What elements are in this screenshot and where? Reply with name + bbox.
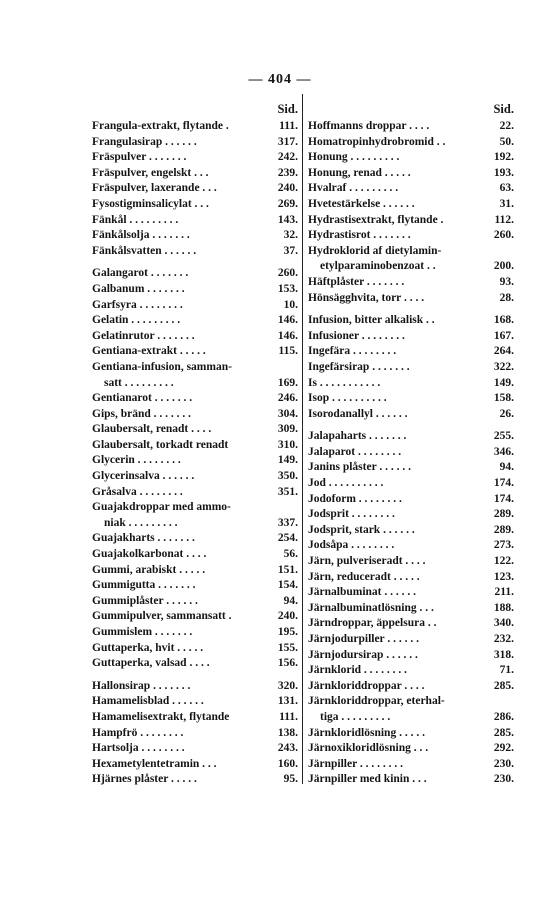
entry-name: Gummipulver, sammansatt .: [92, 610, 232, 623]
page-number: — 404 —: [248, 72, 312, 87]
entry-name: Järn, reduceradt . . . . .: [308, 570, 420, 583]
entry-name: tiga . . . . . . . . .: [320, 710, 391, 723]
entry-page-ref: 322.: [493, 360, 514, 373]
entry-page-ref: 320.: [277, 679, 298, 692]
entry-page-ref: 230.: [493, 757, 514, 770]
entry-name: Gelatin . . . . . . . . .: [92, 314, 181, 327]
entry-page-ref: 174.: [493, 477, 514, 490]
index-entry: [92, 360, 298, 376]
entry-page-ref: 337.: [277, 516, 298, 529]
index-entry: [308, 710, 514, 726]
index-entry: [308, 648, 514, 664]
entry-page-ref: 37.: [283, 244, 298, 257]
entry-name: Fräspulver, laxerande . . .: [92, 182, 217, 195]
index-entry: [92, 391, 298, 407]
index-entry: [308, 460, 514, 476]
entry-page-ref: 146.: [277, 314, 298, 327]
entry-name: Frangula-extrakt, flytande .: [92, 120, 229, 132]
index-entry: [92, 726, 298, 742]
entry-page-ref: 188.: [493, 601, 514, 614]
entry-name: Järnkloriddroppar, eterhal-: [308, 695, 445, 708]
entry-name: Gentiana-extrakt . . . . .: [92, 345, 206, 358]
entry-page-ref: 309.: [277, 423, 298, 436]
index-entry: [308, 772, 514, 788]
index-entry: [308, 313, 514, 329]
entry-name: satt . . . . . . . . .: [104, 376, 174, 389]
entry-name: Hydrastisrot . . . . . . .: [308, 229, 411, 242]
entry-name: Gentianarot . . . . . . .: [92, 392, 193, 405]
index-entry: [308, 601, 514, 617]
entry-page-ref: 285.: [493, 726, 514, 739]
entry-name: Hexametylentetramin . . .: [92, 757, 217, 770]
entry-name: Jod . . . . . . . . . .: [308, 477, 384, 490]
index-entry: [308, 741, 514, 757]
entry-page-ref: 146.: [277, 329, 298, 342]
index-entry: [308, 726, 514, 742]
index-entry: [92, 609, 298, 625]
entry-page-ref: 289.: [493, 508, 514, 521]
entry-name: Isop . . . . . . . . . .: [308, 392, 387, 405]
index-entry: [92, 578, 298, 594]
entry-page-ref: 255.: [493, 430, 514, 443]
entry-name: Hvalraf . . . . . . . . .: [308, 182, 399, 195]
entry-name: etylparaminobenzoat . .: [320, 260, 436, 273]
index-entry: [92, 741, 298, 757]
entry-name: Guajakolkarbonat . . . .: [92, 548, 207, 561]
entry-name: Honung, renad . . . . .: [308, 166, 411, 179]
entry-name: Hoffmanns droppar . . . .: [308, 120, 430, 132]
entry-name: Jodsprit, stark . . . . . .: [308, 523, 415, 536]
index-entry: [308, 376, 514, 392]
entry-name: Infusioner . . . . . . . .: [308, 329, 405, 342]
entry-name: Järnkloridlösning . . . . .: [308, 726, 425, 739]
index-entry: [308, 166, 514, 182]
index-entry: [92, 531, 298, 547]
entry-page-ref: 169.: [277, 376, 298, 389]
entry-name: Järnalbuminatlösning . . .: [308, 601, 434, 614]
index-entry: [92, 244, 298, 260]
entry-name: Järndroppar, äppelsura . .: [308, 617, 437, 630]
entry-page-ref: 158.: [493, 392, 514, 405]
index-entry: [308, 757, 514, 773]
index-entry: [92, 213, 298, 229]
entry-name: Hallonsirap . . . . . . .: [92, 679, 191, 692]
entry-name: Hvetestärkelse . . . . . .: [308, 197, 415, 210]
index-entry: [92, 298, 298, 314]
entry-page-ref: 195.: [277, 626, 298, 638]
entry-name: Gummislem . . . . . . .: [92, 626, 193, 638]
entry-page-ref: 112.: [494, 213, 514, 226]
entry-name: Jalaparot . . . . . . . .: [308, 445, 402, 458]
entry-page-ref: 350.: [277, 470, 298, 483]
entry-page-ref: 94.: [283, 594, 298, 607]
index-entry: [92, 469, 298, 485]
entry-page-ref: 131.: [277, 695, 298, 708]
entry-page-ref: 243.: [277, 742, 298, 755]
entry-page-ref: 111.: [279, 710, 298, 723]
entry-page-ref: 285.: [493, 679, 514, 692]
index-entry: [92, 547, 298, 563]
entry-name: Fräspulver . . . . . . .: [92, 151, 187, 164]
index-entry: [308, 329, 514, 345]
index-entry: [308, 244, 514, 260]
entry-name: Gummi, arabiskt . . . . .: [92, 563, 206, 576]
index-entry: [308, 275, 514, 291]
index-entry: [308, 213, 514, 229]
entry-name: Gelatinrutor . . . . . . .: [92, 329, 195, 342]
index-entry: [92, 313, 298, 329]
entry-page-ref: 95.: [283, 773, 298, 786]
entry-name: Glaubersalt, renadt . . . .: [92, 423, 212, 436]
index-entry: [308, 181, 514, 197]
entry-name: Hönsägghvita, torr . . . .: [308, 291, 425, 304]
index-entry: [308, 150, 514, 166]
entry-name: Glycerinsalva . . . . . .: [92, 470, 195, 483]
index-entry: [308, 632, 514, 648]
index-entry: [92, 453, 298, 469]
entry-page-ref: 160.: [277, 757, 298, 770]
index-entry: [92, 166, 298, 182]
entry-name: Hamamelisextrakt, flytande: [92, 710, 230, 723]
index-entry: [92, 500, 298, 516]
index-entry: [308, 445, 514, 461]
entry-page-ref: 254.: [277, 532, 298, 545]
entry-page-ref: 200.: [493, 260, 514, 273]
entry-name: Jalapaharts . . . . . . .: [308, 430, 407, 443]
entry-page-ref: 232.: [493, 633, 514, 645]
index-entry: [92, 150, 298, 166]
entry-name: Fänkål . . . . . . . . .: [92, 213, 179, 226]
entry-page-ref: 93.: [499, 275, 514, 288]
index-entry: [308, 476, 514, 492]
index-entry: [92, 376, 298, 392]
entry-name: Hamamelisblad . . . . . .: [92, 695, 204, 708]
index-entry: [308, 291, 514, 307]
entry-page-ref: 289.: [493, 523, 514, 536]
index-entry: [92, 228, 298, 244]
entry-name: Järnjodurpiller . . . . . .: [308, 633, 419, 645]
entry-name: Garfsyra . . . . . . . .: [92, 298, 183, 311]
entry-page-ref: 168.: [493, 314, 514, 327]
entry-name: Hjärnes plåster . . . . .: [92, 773, 197, 786]
index-entry: [308, 492, 514, 508]
index-entry: [92, 563, 298, 579]
entry-name: Galangarot . . . . . . .: [92, 267, 189, 280]
entry-page-ref: 149.: [277, 454, 298, 467]
entry-name: Gips, bränd . . . . . . .: [92, 407, 192, 420]
entry-page-ref: 346.: [493, 445, 514, 458]
index-entry: [92, 594, 298, 610]
index-entry: [308, 259, 514, 275]
index-entry: [92, 438, 298, 454]
entry-page-ref: 193.: [493, 166, 514, 179]
entry-page-ref: 292.: [493, 742, 514, 755]
index-entry: [92, 119, 298, 135]
entry-page-ref: 260.: [493, 229, 514, 242]
entry-name: Hartsolja . . . . . . . .: [92, 742, 185, 755]
entry-name: Häftplåster . . . . . . .: [308, 275, 405, 288]
entry-name: Jodsprit . . . . . . . .: [308, 508, 395, 521]
entry-page-ref: 269.: [277, 197, 298, 210]
entry-page-ref: 94.: [499, 461, 514, 474]
index-entry: [92, 422, 298, 438]
entry-name: Järnpiller med kinin . . .: [308, 773, 427, 786]
left-column-header: Sid.: [277, 102, 298, 116]
entry-name: Is . . . . . . . . . . .: [308, 376, 381, 389]
entry-page-ref: 71.: [499, 664, 514, 677]
entry-name: Janins plåster . . . . . .: [308, 461, 411, 474]
index-entry: [92, 656, 298, 672]
entry-name: Gråsalva . . . . . . . .: [92, 485, 183, 498]
entry-name: Frangulasirap . . . . . .: [92, 135, 197, 148]
entry-page-ref: 317.: [277, 135, 298, 148]
entry-page-ref: 32.: [283, 229, 298, 242]
entry-name: Isorodanallyl . . . . . .: [308, 407, 408, 420]
entry-name: Hydroklorid af dietylamin-: [308, 244, 442, 257]
right-column-header: Sid.: [493, 102, 514, 116]
entry-page-ref: 240.: [277, 182, 298, 195]
entry-name: Guttaperka, valsad . . . .: [92, 657, 210, 670]
entry-page-ref: 351.: [277, 485, 298, 498]
entry-name: Gentiana-infusion, samman-: [92, 360, 232, 373]
entry-page-ref: 26.: [499, 407, 514, 420]
entry-page-ref: 122.: [493, 555, 514, 568]
entry-name: Glycerin . . . . . . . .: [92, 454, 181, 467]
entry-name: Fänkålsolja . . . . . . .: [92, 229, 190, 242]
entry-name: Järnpiller . . . . . . . .: [308, 757, 403, 770]
index-entry: [308, 616, 514, 632]
index-entry: [92, 197, 298, 213]
entry-page-ref: 286.: [493, 710, 514, 723]
entry-page-ref: 260.: [277, 267, 298, 280]
index-entry: [308, 119, 514, 135]
entry-page-ref: 318.: [493, 648, 514, 661]
entry-name: Järnalbuminat . . . . . .: [308, 586, 416, 599]
entry-name: Jodsåpa . . . . . . . .: [308, 539, 395, 552]
entry-page-ref: 22.: [499, 120, 514, 132]
index-entry: [92, 181, 298, 197]
index-entry: [308, 507, 514, 523]
entry-page-ref: 115.: [278, 345, 298, 358]
index-entry: [308, 679, 514, 695]
entry-name: Guttaperka, hvit . . . . .: [92, 641, 204, 654]
entry-page-ref: 31.: [499, 197, 514, 210]
index-entry: [92, 694, 298, 710]
entry-page-ref: 123.: [493, 570, 514, 583]
index-entry: [308, 360, 514, 376]
entry-page-ref: 138.: [277, 726, 298, 739]
entry-name: Jodoform . . . . . . . .: [308, 492, 402, 505]
entry-page-ref: 63.: [499, 182, 514, 195]
entry-page-ref: 28.: [499, 291, 514, 304]
entry-name: Ingefärsirap . . . . . . .: [308, 360, 410, 373]
index-entry: [308, 344, 514, 360]
index-entry: [308, 538, 514, 554]
entry-page-ref: 174.: [493, 492, 514, 505]
index-entry: [92, 344, 298, 360]
left-index-column: [92, 102, 298, 788]
index-entry: [308, 391, 514, 407]
index-entry: [308, 429, 514, 445]
entry-name: Fräspulver, engelskt . . .: [92, 166, 209, 179]
entry-page-ref: 304.: [277, 407, 298, 420]
entry-name: Gummigutta . . . . . . .: [92, 579, 196, 592]
index-entry: [92, 625, 298, 641]
index-entry: [308, 197, 514, 213]
entry-page-ref: 111.: [279, 120, 298, 132]
left-entry-list: [92, 119, 298, 788]
index-entry: [92, 135, 298, 151]
index-entry: [92, 282, 298, 298]
entry-page-ref: 155.: [277, 641, 298, 654]
entry-name: Järnklorid . . . . . . . .: [308, 664, 408, 677]
index-entry: [92, 772, 298, 788]
entry-name: Fänkålsvatten . . . . . .: [92, 244, 197, 257]
entry-page-ref: 151.: [277, 563, 298, 576]
index-entry: [308, 407, 514, 423]
entry-name: Fysostigminsalicylat . . .: [92, 197, 209, 210]
entry-name: niak . . . . . . . . .: [104, 516, 178, 529]
entry-name: Gummiplåster . . . . . .: [92, 594, 198, 607]
entry-name: Järnoxikloridlösning . . .: [308, 742, 429, 755]
index-entry: [308, 135, 514, 151]
index-entry: [92, 710, 298, 726]
index-entry: [92, 485, 298, 501]
entry-page-ref: 240.: [277, 610, 298, 623]
entry-page-ref: 143.: [277, 213, 298, 226]
entry-name: Guajakdroppar med ammo-: [92, 501, 231, 514]
entry-name: Järnjodursirap . . . . . .: [308, 648, 418, 661]
entry-page-ref: 242.: [277, 151, 298, 164]
index-entry: [308, 663, 514, 679]
index-entry: [308, 554, 514, 570]
entry-page-ref: 264.: [493, 345, 514, 358]
entry-name: Glaubersalt, torkadt renadt: [92, 438, 229, 451]
entry-name: Järn, pulveriseradt . . . .: [308, 555, 426, 568]
entry-name: Guajakharts . . . . . . .: [92, 532, 195, 545]
entry-name: Infusion, bitter alkalisk . .: [308, 314, 435, 327]
index-entry: [92, 266, 298, 282]
entry-page-ref: 153.: [277, 282, 298, 295]
entry-page-ref: 246.: [277, 392, 298, 405]
entry-name: Järnkloriddroppar . . . .: [308, 679, 425, 692]
index-entry: [92, 329, 298, 345]
entry-page-ref: 239.: [277, 166, 298, 179]
entry-page-ref: 230.: [493, 773, 514, 786]
entry-name: Galbanum . . . . . . .: [92, 282, 185, 295]
index-entry: [92, 641, 298, 657]
entry-page-ref: 149.: [493, 376, 514, 389]
entry-name: Hydrastisextrakt, flytande .: [308, 213, 444, 226]
index-entry: [92, 679, 298, 695]
entry-page-ref: 211.: [494, 586, 514, 599]
entry-page-ref: 310.: [277, 438, 298, 451]
right-index-column: [308, 102, 514, 788]
right-entry-list: [308, 119, 514, 788]
column-divider: [302, 94, 303, 784]
entry-name: Hampfrö . . . . . . . .: [92, 726, 184, 739]
index-entry: [92, 757, 298, 773]
index-entry: [308, 570, 514, 586]
index-entry: [92, 407, 298, 423]
index-entry: [308, 694, 514, 710]
entry-name: Honung . . . . . . . . .: [308, 151, 400, 164]
index-entry: [92, 516, 298, 532]
entry-page-ref: 50.: [499, 135, 514, 148]
entry-page-ref: 340.: [493, 617, 514, 630]
index-entry: [308, 523, 514, 539]
entry-page-ref: 10.: [283, 298, 298, 311]
entry-name: Homatropinhydrobromid . .: [308, 135, 446, 148]
index-entry: [308, 585, 514, 601]
index-entry: [308, 228, 514, 244]
entry-page-ref: 156.: [277, 657, 298, 670]
entry-page-ref: 154.: [277, 579, 298, 592]
entry-page-ref: 192.: [493, 151, 514, 164]
entry-page-ref: 167.: [493, 329, 514, 342]
entry-name: Ingefära . . . . . . . .: [308, 345, 397, 358]
entry-page-ref: 56.: [283, 548, 298, 561]
entry-page-ref: 273.: [493, 539, 514, 552]
